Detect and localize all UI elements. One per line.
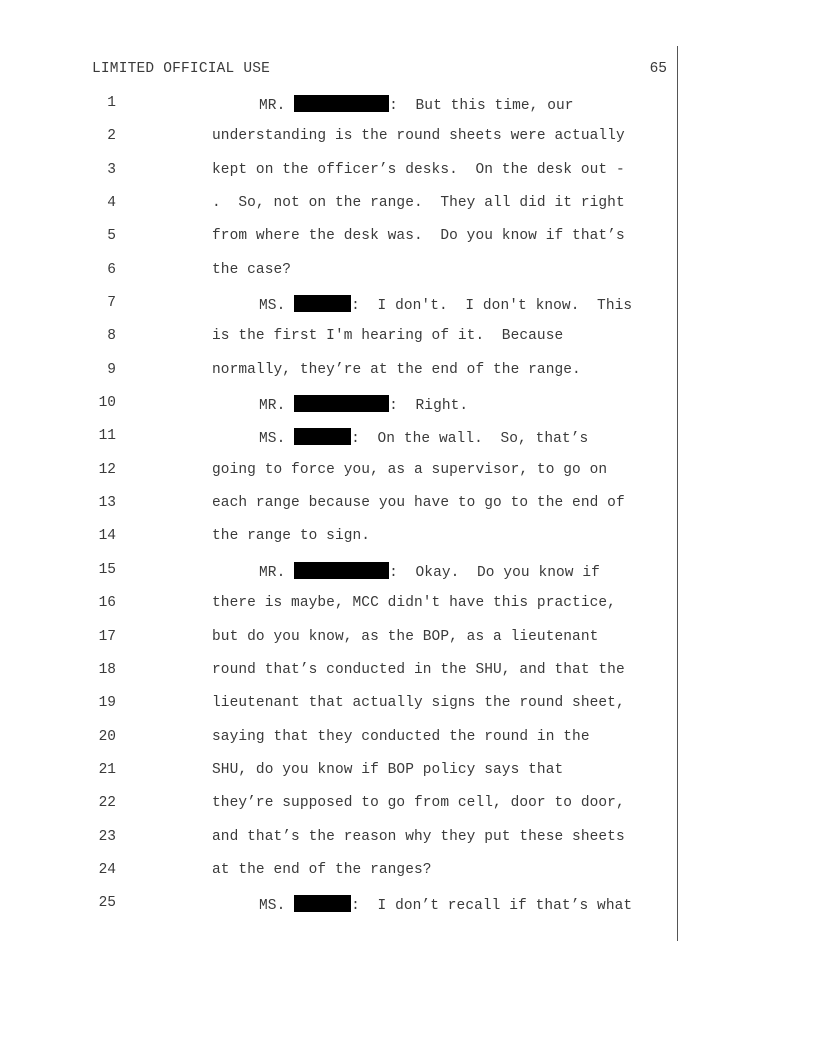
line-number: 8 (107, 328, 116, 345)
line-text (212, 662, 625, 678)
line-text (212, 862, 432, 878)
line-text (259, 428, 588, 447)
line-body: : Okay. Do you know if (389, 564, 600, 581)
redaction-box (294, 295, 351, 312)
line-number: 13 (98, 495, 116, 512)
line-number: 21 (98, 761, 116, 778)
line-text (212, 328, 563, 344)
line-body: understanding is the round sheets were actually (212, 128, 625, 145)
line-text (212, 762, 563, 778)
transcript-line (0, 358, 816, 391)
line-body: the range to sign. (212, 528, 371, 545)
line-number: 6 (107, 261, 116, 278)
transcript-line (0, 791, 816, 824)
line-body: there is maybe, MCC didn't have this practice, (212, 595, 616, 612)
line-number: 14 (98, 528, 116, 545)
transcript-line (0, 558, 816, 591)
line-number: 1 (107, 95, 116, 111)
line-text (259, 95, 574, 114)
transcript-line (0, 124, 816, 157)
line-body: each range because you have to go to the end of (212, 495, 625, 512)
line-body: . So, not on the range. They all did it right (212, 195, 625, 212)
line-body: round that’s conducted in the SHU, and that the (212, 661, 625, 678)
line-body: : I don't. I don't know. This (351, 298, 633, 315)
line-number: 18 (98, 661, 116, 678)
line-text (259, 562, 600, 581)
line-body: : I don’t recall if that’s what (351, 898, 633, 915)
transcript-line (0, 625, 816, 658)
transcript-line (0, 324, 816, 357)
line-text (212, 462, 607, 478)
speaker-label: MR. (259, 564, 286, 581)
line-number: 9 (107, 361, 116, 378)
speaker-label: MR. (259, 98, 286, 114)
line-text (212, 629, 598, 645)
redaction-box (294, 562, 389, 579)
line-number: 22 (98, 795, 116, 812)
transcript-line (0, 291, 816, 324)
line-text (212, 595, 616, 611)
transcript-line (0, 258, 816, 291)
transcript-line (0, 191, 816, 224)
transcript-line (0, 825, 816, 858)
line-body: from where the desk was. Do you know if that’s (212, 228, 625, 245)
transcript-line (0, 891, 816, 924)
page-header-label: LIMITED OFFICIAL USE (92, 61, 271, 77)
line-number: 4 (107, 195, 116, 212)
line-text (212, 729, 590, 745)
line-body: saying that they conducted the round in the (212, 728, 590, 745)
transcript-line (0, 424, 816, 457)
line-text (212, 495, 625, 511)
transcript-line (0, 725, 816, 758)
line-body: : But this time, our (389, 98, 574, 114)
speaker-label: MS. (259, 898, 286, 915)
transcript-line (0, 658, 816, 691)
line-number: 7 (107, 295, 116, 312)
line-number: 25 (98, 895, 116, 912)
redaction-box (294, 395, 389, 412)
line-text (212, 228, 625, 244)
redaction-box (294, 428, 351, 445)
line-text (259, 895, 632, 914)
line-text (212, 695, 625, 711)
line-body: at the end of the ranges? (212, 861, 432, 878)
line-body: and that’s the reason why they put these sheets (212, 828, 625, 845)
transcript-line (0, 524, 816, 557)
page-number: 65 (649, 61, 667, 77)
transcript-line (0, 158, 816, 191)
transcript-line (0, 391, 816, 424)
line-text (212, 262, 291, 278)
line-body: going to force you, as a supervisor, to go on (212, 461, 608, 478)
transcript-line (0, 458, 816, 491)
line-body: kept on the officer’s desks. On the desk out - (212, 161, 625, 178)
transcript-line (0, 758, 816, 791)
line-body: SHU, do you know if BOP policy says that (212, 761, 564, 778)
line-text (259, 395, 468, 414)
line-body: the case? (212, 261, 292, 278)
line-number: 2 (107, 128, 116, 145)
line-text (212, 162, 625, 178)
transcript-line (0, 691, 816, 724)
line-number: 10 (98, 395, 116, 412)
line-body: they’re supposed to go from cell, door to door, (212, 795, 625, 812)
transcript-line (0, 91, 816, 124)
line-number: 12 (98, 461, 116, 478)
transcript-line (0, 858, 816, 891)
line-number: 24 (98, 861, 116, 878)
line-text (212, 795, 625, 811)
line-body: : On the wall. So, that’s (351, 431, 589, 448)
speaker-label: MS. (259, 431, 286, 448)
speaker-label: MS. (259, 298, 286, 315)
transcript-line (0, 591, 816, 624)
line-number: 23 (98, 828, 116, 845)
line-number: 16 (98, 595, 116, 612)
line-number: 5 (107, 228, 116, 245)
line-number: 3 (107, 161, 116, 178)
line-number: 20 (98, 728, 116, 745)
line-body: lieutenant that actually signs the round sheet, (212, 695, 625, 712)
line-body: but do you know, as the BOP, as a lieutenant (212, 628, 599, 645)
line-body: is the first I'm hearing of it. Because (212, 328, 564, 345)
redaction-box (294, 895, 351, 912)
line-number: 17 (98, 628, 116, 645)
line-text (212, 362, 581, 378)
speaker-label: MR. (259, 398, 286, 415)
transcript-line (0, 224, 816, 257)
redaction-box (294, 95, 389, 112)
line-body: : Right. (389, 398, 469, 415)
line-text (259, 295, 632, 314)
line-number: 11 (98, 428, 116, 445)
line-text (212, 128, 625, 144)
line-number: 15 (98, 561, 116, 578)
line-text (212, 528, 370, 544)
line-text (212, 195, 625, 211)
line-number: 19 (98, 695, 116, 712)
line-text (212, 829, 625, 845)
transcript-line (0, 491, 816, 524)
transcript-lines (0, 91, 816, 925)
line-body: normally, they’re at the end of the range. (212, 361, 581, 378)
